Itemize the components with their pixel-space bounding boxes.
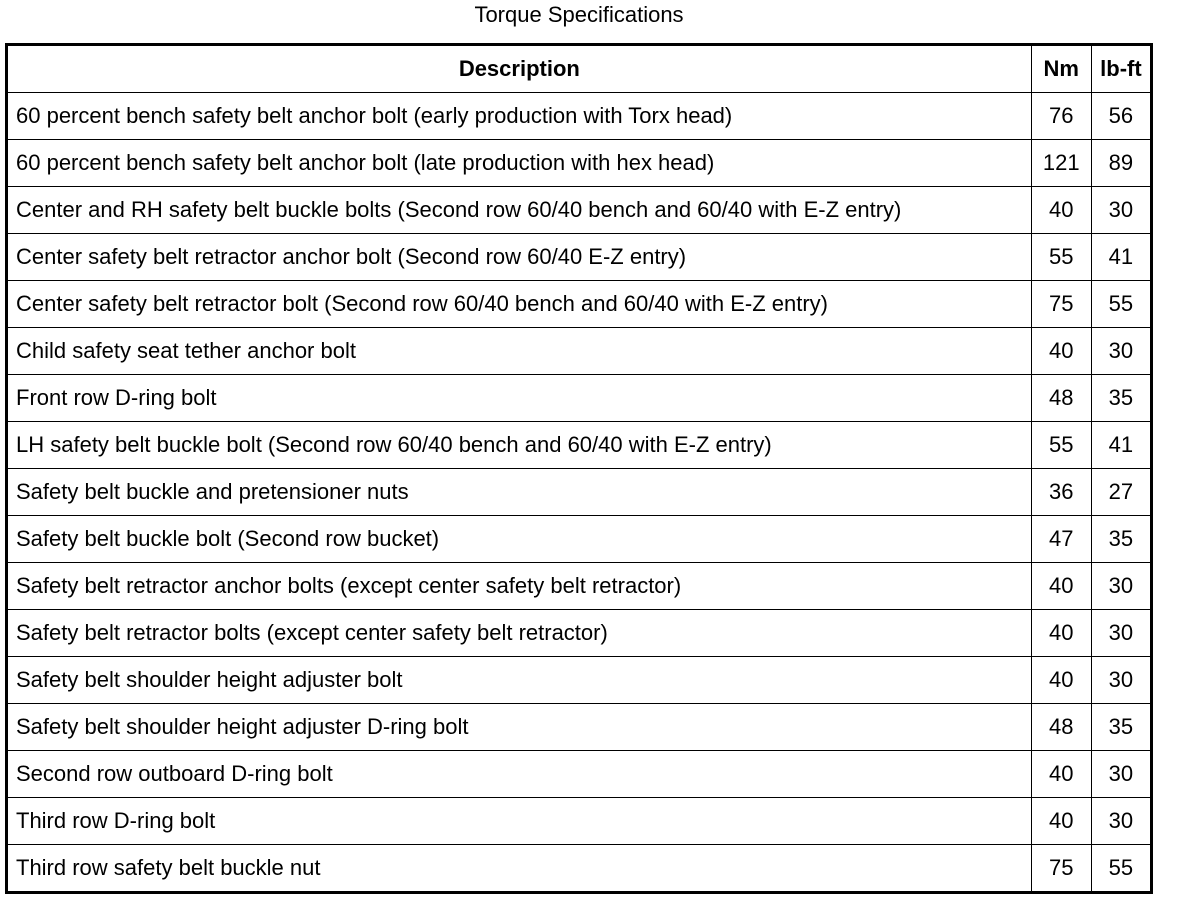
cell-description: Third row safety belt buckle nut [7,845,1032,893]
cell-lbft: 30 [1091,798,1151,845]
cell-nm: 48 [1031,375,1091,422]
table-row [7,234,1152,281]
cell-lbft: 30 [1091,751,1151,798]
cell-nm: 75 [1031,845,1091,893]
cell-description: Center and RH safety belt buckle bolts (Second row 60/40 bench and 60/40 with E-Z entry) [7,187,1032,234]
table-row [7,328,1152,375]
cell-lbft: 30 [1091,657,1151,704]
table-row [7,798,1152,845]
cell-description: Center safety belt retractor bolt (Second row 60/40 bench and 60/40 with E-Z entry) [7,281,1032,328]
table-row [7,187,1152,234]
cell-lbft: 55 [1091,845,1151,893]
cell-lbft: 41 [1091,234,1151,281]
table-row [7,375,1152,422]
cell-lbft: 30 [1091,328,1151,375]
column-header-nm: Nm [1031,45,1091,93]
cell-lbft: 56 [1091,93,1151,140]
cell-lbft: 30 [1091,610,1151,657]
cell-nm: 36 [1031,469,1091,516]
cell-nm: 40 [1031,610,1091,657]
cell-nm: 47 [1031,516,1091,563]
column-header-description: Description [7,45,1032,93]
cell-lbft: 30 [1091,563,1151,610]
cell-nm: 40 [1031,798,1091,845]
cell-description: Front row D-ring bolt [7,375,1032,422]
cell-nm: 40 [1031,328,1091,375]
cell-description: LH safety belt buckle bolt (Second row 60/40 bench and 60/40 with E-Z entry) [7,422,1032,469]
table-row [7,422,1152,469]
cell-nm: 40 [1031,187,1091,234]
cell-lbft: 30 [1091,187,1151,234]
cell-description: 60 percent bench safety belt anchor bolt (early production with Torx head) [7,93,1032,140]
cell-nm: 55 [1031,234,1091,281]
cell-description: Safety belt retractor bolts (except center safety belt retractor) [7,610,1032,657]
header-row [7,45,1152,93]
torque-specifications-table [5,43,1153,894]
table-row [7,563,1152,610]
cell-nm: 76 [1031,93,1091,140]
cell-lbft: 35 [1091,704,1151,751]
cell-lbft: 27 [1091,469,1151,516]
table-row [7,845,1152,893]
table-row [7,657,1152,704]
cell-description: Safety belt shoulder height adjuster D-ring bolt [7,704,1032,751]
page-title: Torque Specifications [474,2,684,27]
cell-lbft: 41 [1091,422,1151,469]
cell-lbft: 35 [1091,375,1151,422]
table-row [7,516,1152,563]
cell-description: Safety belt buckle and pretensioner nuts [7,469,1032,516]
table-row [7,281,1152,328]
table-row [7,610,1152,657]
cell-nm: 40 [1031,751,1091,798]
cell-description: Safety belt buckle bolt (Second row bucket) [7,516,1032,563]
cell-nm: 48 [1031,704,1091,751]
cell-description: Second row outboard D-ring bolt [7,751,1032,798]
column-header-lbft: lb-ft [1091,45,1151,93]
cell-lbft: 89 [1091,140,1151,187]
cell-description: Child safety seat tether anchor bolt [7,328,1032,375]
table-row [7,704,1152,751]
table-row [7,93,1152,140]
cell-nm: 40 [1031,563,1091,610]
table-row [7,469,1152,516]
cell-lbft: 35 [1091,516,1151,563]
cell-nm: 55 [1031,422,1091,469]
cell-nm: 75 [1031,281,1091,328]
table-row [7,140,1152,187]
cell-description: Safety belt retractor anchor bolts (except center safety belt retractor) [7,563,1032,610]
cell-nm: 40 [1031,657,1091,704]
cell-description: Center safety belt retractor anchor bolt (Second row 60/40 E-Z entry) [7,234,1032,281]
cell-description: Third row D-ring bolt [7,798,1032,845]
cell-description: Safety belt shoulder height adjuster bolt [7,657,1032,704]
cell-lbft: 55 [1091,281,1151,328]
table-row [7,751,1152,798]
cell-nm: 121 [1031,140,1091,187]
cell-description: 60 percent bench safety belt anchor bolt (late production with hex head) [7,140,1032,187]
